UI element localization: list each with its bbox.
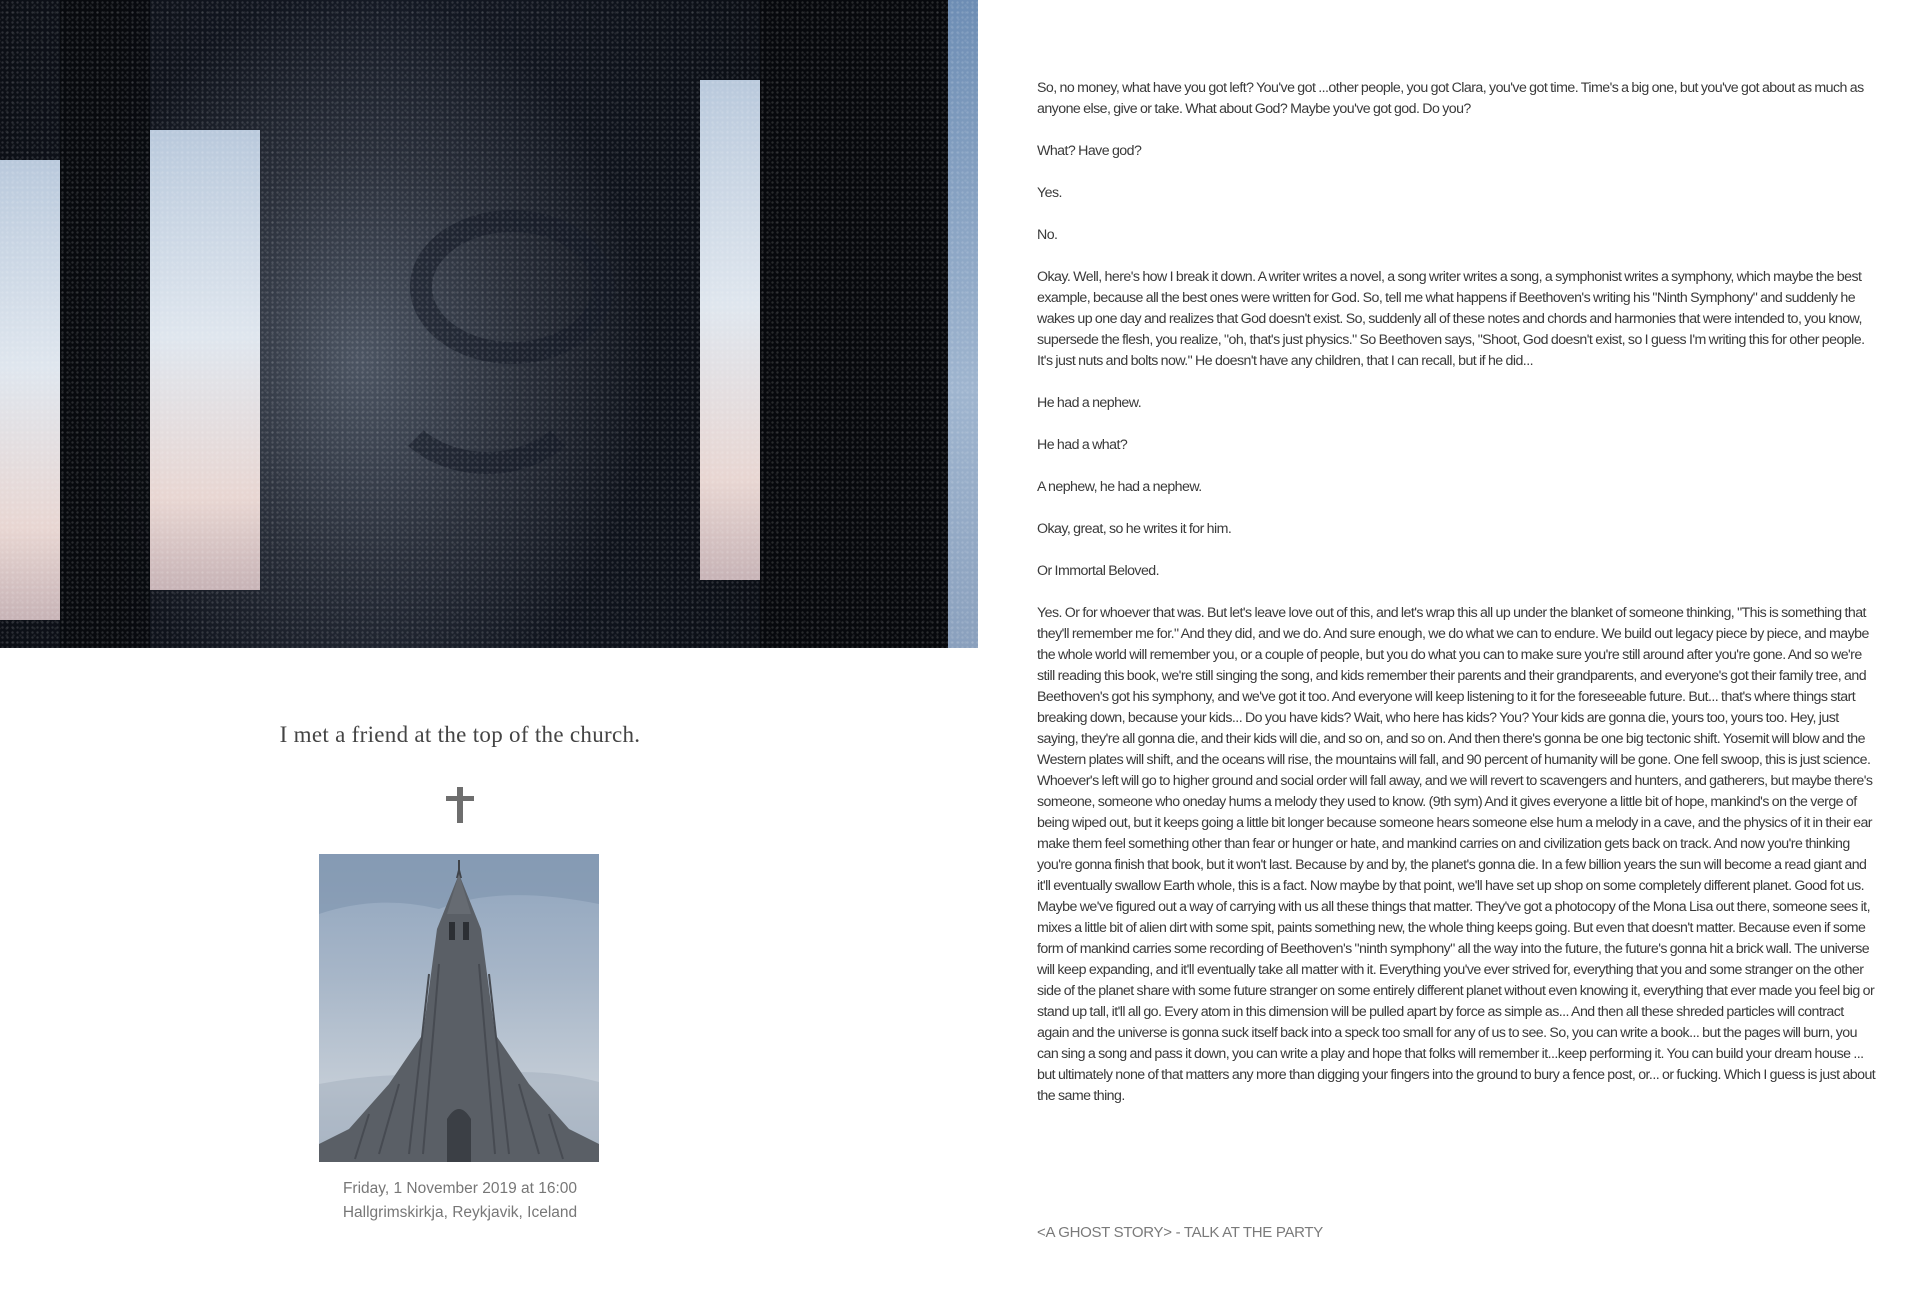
paragraph: He had a what? (1037, 437, 1128, 453)
paragraph: A nephew, he had a nephew. (1037, 479, 1202, 495)
source-title: <A GHOST STORY> - TALK AT THE PARTY (1037, 1224, 1323, 1241)
paragraph: He had a nephew. (1037, 395, 1142, 411)
latin-cross-icon (446, 787, 474, 823)
event-date: Friday, 1 November 2019 at 16:00 (342, 1180, 578, 1197)
paragraph: Okay. Well, here's how I break it down. A writer writes a novel, a song writer writes a song, a symphonist writes a symphony, which maybe the best example, because all the best ones were written for God. So, tell me what happens if Beethoven's writing his "Ninth Symphony" and suddenly he wakes up one day and realizes that God doesn't exist. So, suddenly all of these notes and chords and harmonies that were intended to, you know, supersede the flesh, you realize, "oh, that's just physics." So Beethoven says, "Shoot, God doesn't exist, so I guess I'm writing this for other people. It's just nuts and bolts now." He doesn't have any children, that I can recall, but if he did... (1037, 269, 1865, 369)
paragraph: Yes. Or for whoever that was. But let's leave love out of this, and let's wrap this all up under the blanket of someone thinking, "This is something that they'll remember me for." And they did, and we do. And sure enough, we do what we can to endure. We build out legacy piece by piece, and maybe the whole world will remember you, or a couple of people, but you do what you can to make sure you're still around after you're gone. And so we're still reading this book, we're still singing the song, and kids remember their parents and their grandparents, and everyone's got their family tree, and Beethoven's got his symphony, and we've got it too. And everyone will keep listening to it for the foreseeable future. But... that's where things start breaking down, because your kids... Do you have kids? Wait, who here has kids? You? Your kids are gonna die, yours too, yours too. Hey, just saying, they're all gonna die, and their kids will die, and so on, and so on. And then there's gonna be one big tectonic shift. Yosemit will blow and the Western plates will shift, and the oceans will rise, the mountains will fall, and 90 percent of humanity will be gone. One fell swoop, this is just science. Whoever's left will go to higher ground and social order will fall away, and we will revert to scavengers and hunters, and gatherers, but maybe there's someone, someone who oneday hums a melody they used to know. (9th sym) And it gives everyone a little bit of hope, mankind's on the verge of being wiped out, but it keeps going a little bit longer because someone hears someone else hum a melody in a cave, and the physics of it in their ear make them feel something other than fear or hunger or hate, and mankind carries on and civilization gets back on track. And now you're thinking you're gonna finish that book, but it won't last. Because by and by, the planet's gonna die. In a few billion years the sun will become a read giant and it'll eventually swallow Earth whole, this is a fact. Now maybe by that point, we'll have set up shop on some completely different planet. Good fot us. Maybe we've figured out a way of carrying with us all these things that matter. They've got a photocopy of the Mona Lisa out there, someone sees it, mixes a little bit of alien dirt with some spit, paints something new, the whole thing keeps going. But even that doesn't matter. Because even if some form of mankind carries some recording of Beethoven's "ninth symphony" all the way into the future, the future's gonna hit a brick wall. The universe will keep expanding, and it'll eventually take all matter with it. Everything you've ever strived for, everything that you and some stranger on the other side of the planet share with some future stranger on some entirely different planet without even knowing it, everything that ever made you feel big or stand up tall, it'll all go. Every atom in this dimension will be pulled apart by force as simple as... And then all these shreded particles will contract again and the universe is gonna suck itself back into a speck too small for any of us to see. So, you can write a book... but the pages will burn, you can sing a song and pass it down, you can write a play and hope that folks will remember it...keep performing it. You can build your dream house ... but ultimately none of that matters any more than digging your fingers into the ground to bury a fence post, or... or fucking. Which I guess is just about the same thing. (1037, 605, 1876, 1104)
event-location: Hallgrimskirkja, Reykjavik, Iceland (342, 1204, 578, 1221)
dialogue-text (1037, 78, 1877, 1128)
paragraph: So, no money, what have you got left? You've got ...other people, you got Clara, you've got time. Time's a big one, but you've got about as much as anyone else, give or take. What about God? Maybe you've got god. Do you? (1037, 80, 1864, 117)
window-reflection-photo (0, 0, 978, 648)
hallgrimskirkja-photo (319, 854, 599, 1162)
paragraph: What? Have god? (1037, 143, 1142, 159)
right-page (978, 0, 1920, 1296)
paragraph: Yes. (1037, 185, 1062, 201)
photo-caption: I met a friend at the top of the church. (279, 722, 641, 747)
paragraph: Okay, great, so he writes it for him. (1037, 521, 1232, 537)
paragraph: Or Immortal Beloved. (1037, 563, 1160, 579)
paragraph: No. (1037, 227, 1058, 243)
